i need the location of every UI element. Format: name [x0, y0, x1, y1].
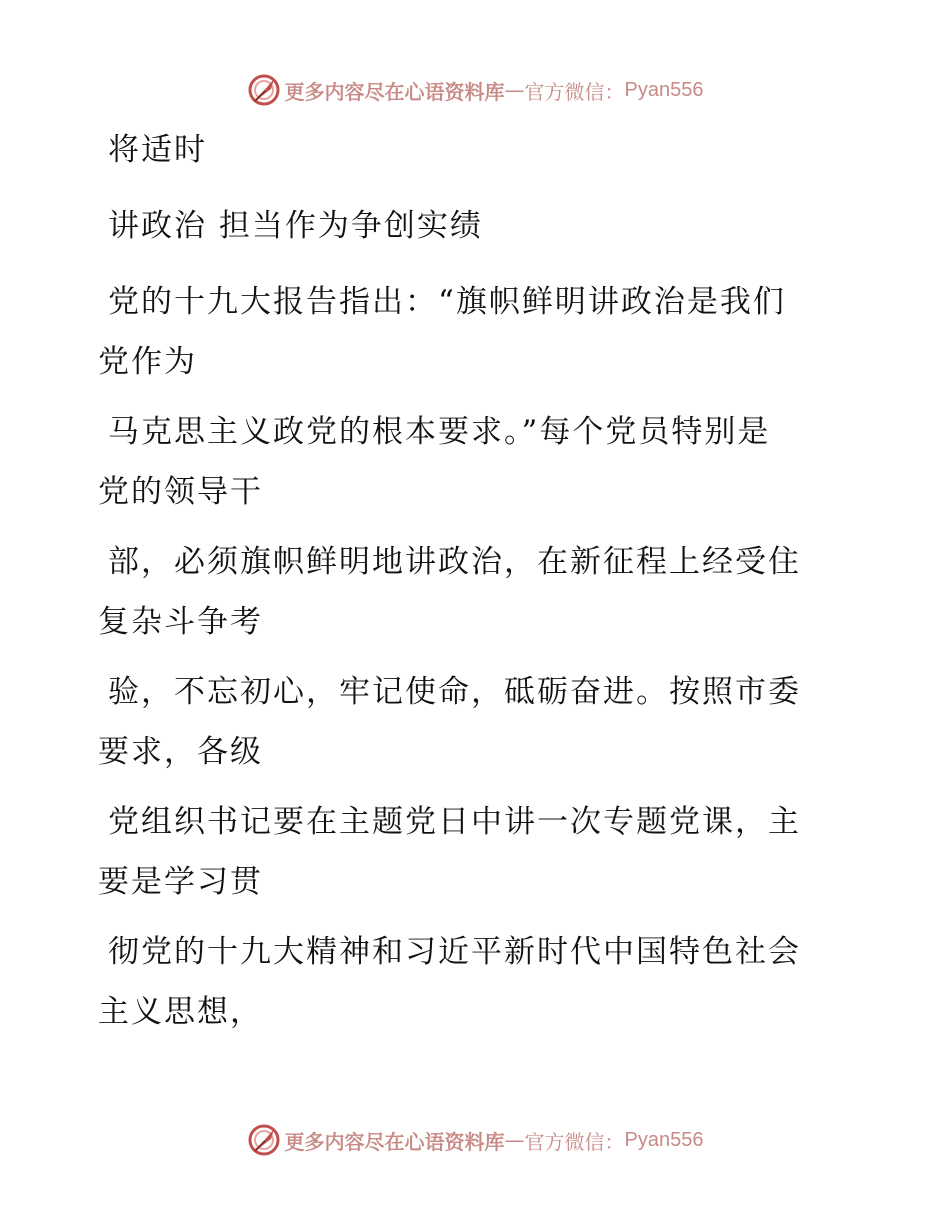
watermark-label: 官方微信：: [524, 79, 625, 104]
text-line: 彻党的十九大精神和习近平新时代中国特色社会: [108, 934, 801, 970]
text-line: 党作为: [98, 344, 197, 380]
text-line: 要是学习贯: [98, 864, 263, 900]
watermark-account: Pyan556: [624, 78, 704, 101]
footer-watermark: [0, 1120, 950, 1160]
paragraph: [98, 662, 838, 782]
text-line: 部，必须旗帜鲜明地讲政治，在新征程上经受住: [108, 544, 801, 580]
watermark-separator: —: [504, 78, 525, 102]
text-line: 验，不忘初心，牢记使命，砥砺奋进。按照市委: [108, 674, 801, 710]
header-watermark: [0, 70, 950, 110]
watermark-brand: 更多内容尽在心语资料库: [284, 79, 505, 104]
text-line: 讲政治 担当作为争创实绩: [108, 208, 483, 244]
text-line: 马克思主义政党的根本要求。”每个党员特别是: [108, 414, 771, 450]
paragraph: [98, 532, 838, 652]
watermark-separator: —: [504, 1128, 525, 1152]
text-line: 党组织书记要在主题党日中讲一次专题党课，主: [108, 804, 801, 840]
watermark-account: Pyan556: [624, 1128, 704, 1151]
quill-logo-icon: [247, 1123, 281, 1157]
text-line: 复杂斗争考: [98, 604, 263, 640]
text-line: 主义思想，: [98, 994, 263, 1030]
text-line: 党的十九大报告指出：“旗帜鲜明讲政治是我们: [108, 284, 786, 320]
paragraph: [98, 402, 838, 522]
paragraph: [98, 196, 838, 256]
paragraph: [98, 792, 838, 912]
quill-logo-icon: [247, 73, 281, 107]
text-line: 要求，各级: [98, 734, 263, 770]
document-body: [98, 120, 838, 1052]
paragraph: [98, 272, 838, 392]
paragraph: [98, 922, 838, 1042]
paragraph: [98, 120, 838, 180]
text-line: 党的领导干: [98, 474, 263, 510]
watermark-brand: 更多内容尽在心语资料库: [284, 1129, 505, 1154]
text-line: 将适时: [108, 132, 207, 168]
watermark-label: 官方微信：: [524, 1129, 625, 1154]
